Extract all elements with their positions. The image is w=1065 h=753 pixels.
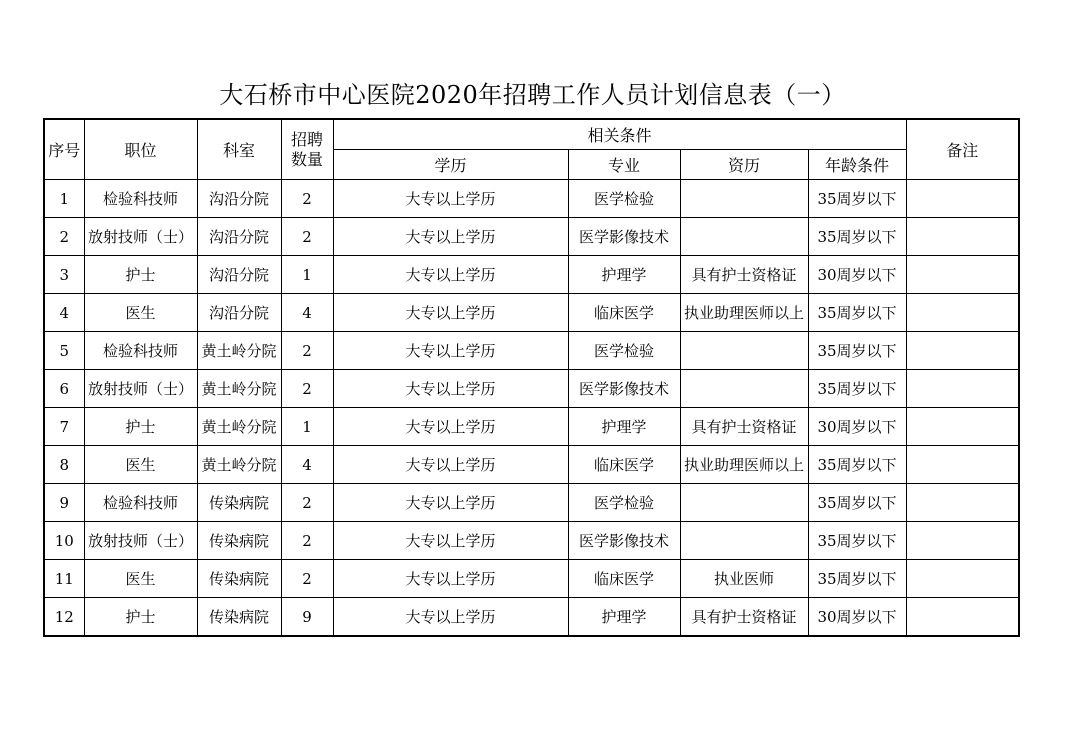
cell-seq: 8 bbox=[44, 446, 84, 484]
table-row bbox=[44, 256, 1019, 294]
cell-position: 护士 bbox=[84, 598, 197, 637]
cell-department: 沟沿分院 bbox=[197, 256, 281, 294]
cell-age: 30周岁以下 bbox=[808, 598, 906, 637]
cell-department: 黄土岭分院 bbox=[197, 332, 281, 370]
cell-count: 2 bbox=[281, 522, 333, 560]
cell-department: 传染病院 bbox=[197, 484, 281, 522]
cell-seq: 5 bbox=[44, 332, 84, 370]
cell-major: 医学影像技术 bbox=[568, 370, 680, 408]
cell-department: 沟沿分院 bbox=[197, 294, 281, 332]
cell-remark bbox=[906, 332, 1019, 370]
cell-major: 临床医学 bbox=[568, 294, 680, 332]
cell-remark bbox=[906, 560, 1019, 598]
page-title: 大石桥市中心医院2020年招聘工作人员计划信息表（一） bbox=[219, 81, 846, 109]
cell-department: 沟沿分院 bbox=[197, 180, 281, 218]
cell-position: 放射技师（士） bbox=[84, 218, 197, 256]
header-count bbox=[281, 119, 333, 180]
cell-qualification: 具有护士资格证 bbox=[680, 256, 808, 294]
cell-position: 医生 bbox=[84, 560, 197, 598]
header-seq: 序号 bbox=[44, 119, 84, 180]
table-row bbox=[44, 370, 1019, 408]
cell-remark bbox=[906, 218, 1019, 256]
cell-education: 大专以上学历 bbox=[333, 522, 568, 560]
cell-department: 沟沿分院 bbox=[197, 218, 281, 256]
cell-education: 大专以上学历 bbox=[333, 560, 568, 598]
cell-position: 放射技师（士） bbox=[84, 522, 197, 560]
cell-remark bbox=[906, 484, 1019, 522]
cell-education: 大专以上学历 bbox=[333, 294, 568, 332]
cell-education: 大专以上学历 bbox=[333, 370, 568, 408]
header-major: 专业 bbox=[568, 150, 680, 180]
cell-remark bbox=[906, 256, 1019, 294]
table-row bbox=[44, 598, 1019, 637]
cell-remark bbox=[906, 408, 1019, 446]
header-count-line2: 数量 bbox=[290, 149, 323, 169]
cell-position: 检验科技师 bbox=[84, 180, 197, 218]
cell-major: 临床医学 bbox=[568, 560, 680, 598]
cell-department: 传染病院 bbox=[197, 560, 281, 598]
header-age: 年龄条件 bbox=[808, 150, 906, 180]
cell-count: 2 bbox=[281, 332, 333, 370]
cell-position: 检验科技师 bbox=[84, 332, 197, 370]
cell-count: 2 bbox=[281, 560, 333, 598]
table-row bbox=[44, 522, 1019, 560]
cell-education: 大专以上学历 bbox=[333, 408, 568, 446]
cell-position: 护士 bbox=[84, 256, 197, 294]
cell-education: 大专以上学历 bbox=[333, 180, 568, 218]
cell-qualification bbox=[680, 180, 808, 218]
cell-position: 放射技师（士） bbox=[84, 370, 197, 408]
header-qualification: 资历 bbox=[680, 150, 808, 180]
recruitment-table bbox=[43, 118, 1020, 637]
cell-count: 9 bbox=[281, 598, 333, 637]
cell-remark bbox=[906, 370, 1019, 408]
cell-count: 2 bbox=[281, 218, 333, 256]
cell-education: 大专以上学历 bbox=[333, 598, 568, 637]
cell-position: 检验科技师 bbox=[84, 484, 197, 522]
table-row bbox=[44, 560, 1019, 598]
cell-education: 大专以上学历 bbox=[333, 256, 568, 294]
cell-education: 大专以上学历 bbox=[333, 332, 568, 370]
cell-age: 35周岁以下 bbox=[808, 218, 906, 256]
cell-remark bbox=[906, 598, 1019, 637]
cell-education: 大专以上学历 bbox=[333, 218, 568, 256]
cell-seq: 11 bbox=[44, 560, 84, 598]
cell-count: 4 bbox=[281, 294, 333, 332]
header-count-line1: 招聘 bbox=[290, 129, 323, 149]
cell-position: 护士 bbox=[84, 408, 197, 446]
table-row bbox=[44, 294, 1019, 332]
cell-seq: 9 bbox=[44, 484, 84, 522]
cell-major: 临床医学 bbox=[568, 446, 680, 484]
header-row-1 bbox=[44, 119, 1019, 150]
cell-age: 35周岁以下 bbox=[808, 522, 906, 560]
cell-remark bbox=[906, 294, 1019, 332]
table-row bbox=[44, 484, 1019, 522]
cell-qualification: 执业助理医师以上 bbox=[680, 446, 808, 484]
cell-major: 护理学 bbox=[568, 598, 680, 637]
cell-seq: 6 bbox=[44, 370, 84, 408]
cell-seq: 2 bbox=[44, 218, 84, 256]
cell-qualification: 具有护士资格证 bbox=[680, 408, 808, 446]
table-row bbox=[44, 218, 1019, 256]
cell-count: 1 bbox=[281, 256, 333, 294]
cell-department: 传染病院 bbox=[197, 522, 281, 560]
cell-department: 黄土岭分院 bbox=[197, 446, 281, 484]
cell-count: 2 bbox=[281, 484, 333, 522]
header-department: 科室 bbox=[197, 119, 281, 180]
header-remark: 备注 bbox=[906, 119, 1019, 180]
cell-seq: 1 bbox=[44, 180, 84, 218]
cell-position: 医生 bbox=[84, 294, 197, 332]
cell-age: 35周岁以下 bbox=[808, 370, 906, 408]
table-row bbox=[44, 408, 1019, 446]
header-conditions: 相关条件 bbox=[333, 119, 906, 150]
cell-qualification bbox=[680, 370, 808, 408]
cell-count: 1 bbox=[281, 408, 333, 446]
cell-qualification: 具有护士资格证 bbox=[680, 598, 808, 637]
cell-seq: 4 bbox=[44, 294, 84, 332]
cell-age: 35周岁以下 bbox=[808, 294, 906, 332]
cell-age: 35周岁以下 bbox=[808, 332, 906, 370]
cell-department: 黄土岭分院 bbox=[197, 408, 281, 446]
cell-position: 医生 bbox=[84, 446, 197, 484]
header-education: 学历 bbox=[333, 150, 568, 180]
cell-qualification: 执业助理医师以上 bbox=[680, 294, 808, 332]
cell-count: 4 bbox=[281, 446, 333, 484]
cell-remark bbox=[906, 522, 1019, 560]
cell-major: 护理学 bbox=[568, 408, 680, 446]
cell-seq: 3 bbox=[44, 256, 84, 294]
cell-age: 35周岁以下 bbox=[808, 446, 906, 484]
cell-count: 2 bbox=[281, 180, 333, 218]
table-row bbox=[44, 332, 1019, 370]
cell-remark bbox=[906, 446, 1019, 484]
table-row bbox=[44, 180, 1019, 218]
cell-qualification bbox=[680, 218, 808, 256]
table-row bbox=[44, 446, 1019, 484]
cell-age: 30周岁以下 bbox=[808, 256, 906, 294]
cell-major: 医学影像技术 bbox=[568, 218, 680, 256]
cell-major: 医学影像技术 bbox=[568, 522, 680, 560]
cell-remark bbox=[906, 180, 1019, 218]
cell-major: 护理学 bbox=[568, 256, 680, 294]
cell-education: 大专以上学历 bbox=[333, 484, 568, 522]
cell-seq: 7 bbox=[44, 408, 84, 446]
cell-qualification bbox=[680, 522, 808, 560]
cell-age: 35周岁以下 bbox=[808, 180, 906, 218]
cell-major: 医学检验 bbox=[568, 180, 680, 218]
cell-qualification bbox=[680, 484, 808, 522]
cell-qualification: 执业医师 bbox=[680, 560, 808, 598]
cell-seq: 12 bbox=[44, 598, 84, 637]
cell-qualification bbox=[680, 332, 808, 370]
cell-age: 35周岁以下 bbox=[808, 560, 906, 598]
cell-major: 医学检验 bbox=[568, 484, 680, 522]
header-position: 职位 bbox=[84, 119, 197, 180]
cell-age: 35周岁以下 bbox=[808, 484, 906, 522]
cell-count: 2 bbox=[281, 370, 333, 408]
cell-department: 黄土岭分院 bbox=[197, 370, 281, 408]
cell-seq: 10 bbox=[44, 522, 84, 560]
cell-major: 医学检验 bbox=[568, 332, 680, 370]
cell-age: 30周岁以下 bbox=[808, 408, 906, 446]
cell-department: 传染病院 bbox=[197, 598, 281, 637]
cell-education: 大专以上学历 bbox=[333, 446, 568, 484]
